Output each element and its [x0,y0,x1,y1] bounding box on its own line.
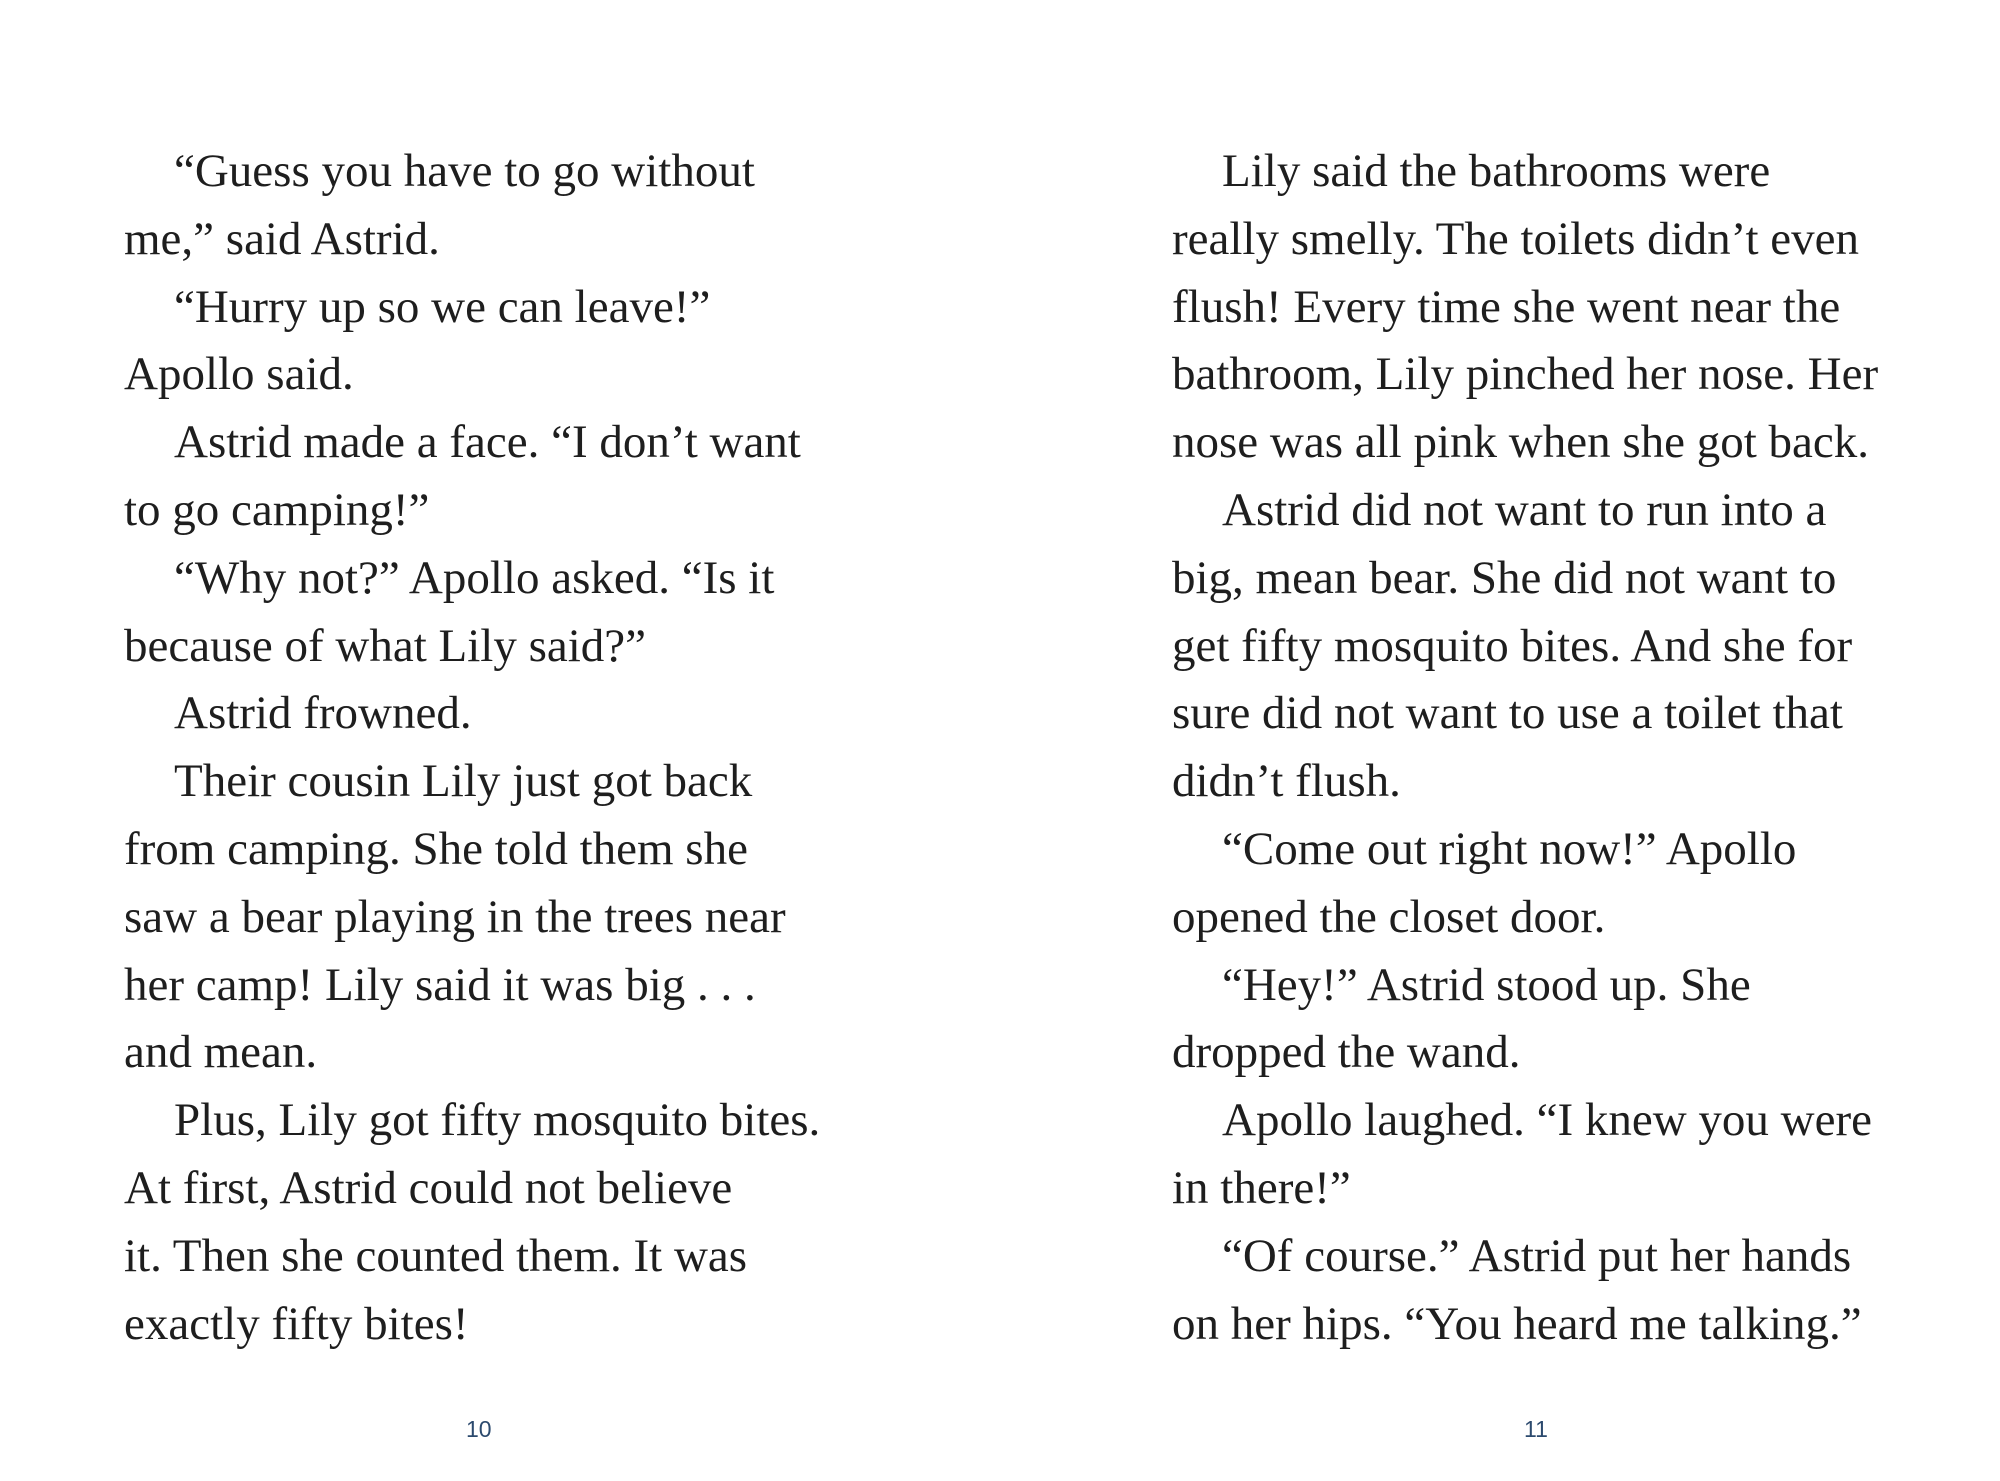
text-line: At first, Astrid could not believe [124,1161,733,1214]
text-line: Their cousin Lily just got back [174,755,753,808]
text-line: and mean. [124,1026,318,1079]
right-page-text [1172,138,1952,1358]
text-line: from camping. She told them she [124,822,748,875]
text-line: “Come out right now!” Apollo [1222,822,1797,875]
text-line: didn’t flush. [1172,755,1401,808]
text-line: “Why not?” Apollo asked. “Is it [174,551,775,604]
text-line: big, mean bear. She did not want to [1172,551,1837,604]
text-line: Lily said the bathrooms were [1222,145,1771,197]
text-line: Apollo laughed. “I knew you were [1222,1094,1872,1147]
text-line: “Guess you have to go without [174,145,755,197]
text-line: sure did not want to use a toilet that [1172,687,1843,740]
text-line: “Of course.” Astrid put her hands [1222,1229,1852,1282]
text-line: saw a bear playing in the trees near [124,890,786,943]
left-page-text [124,138,884,1358]
text-line: her camp! Lily said it was big . . . [124,958,756,1011]
text-line: get fifty mosquito bites. And she for [1172,619,1853,672]
text-line: Astrid frowned. [174,687,472,740]
right-page-number: 11 [1524,1416,1548,1442]
text-line: Apollo said. [124,348,354,401]
text-line: really smelly. The toilets didn’t even [1172,212,1860,265]
text-line: Plus, Lily got fifty mosquito bites. [174,1094,821,1147]
text-line: in there!” [1172,1161,1351,1214]
text-line: “Hey!” Astrid stood up. She [1222,958,1751,1011]
text-line: opened the closet door. [1172,890,1606,943]
text-line: to go camping!” [124,483,430,536]
text-line: Astrid did not want to run into a [1222,483,1827,536]
text-line: nose was all pink when she got back. [1172,416,1870,469]
text-line: dropped the wand. [1172,1026,1521,1079]
text-line: flush! Every time she went near the [1172,280,1841,333]
text-line: because of what Lily said?” [124,619,647,672]
text-line: me,” said Astrid. [124,212,440,265]
text-line: “Hurry up so we can leave!” [174,280,711,333]
text-line: Astrid made a face. “I don’t want [174,416,801,469]
text-line: exactly fifty bites! [124,1297,469,1350]
right-page [1000,0,2000,1481]
text-line: on her hips. “You heard me talking.” [1172,1297,1862,1350]
text-line: bathroom, Lily pinched her nose. Her [1172,348,1879,401]
text-line: it. Then she counted them. It was [124,1229,748,1282]
left-page-number: 10 [466,1416,492,1442]
